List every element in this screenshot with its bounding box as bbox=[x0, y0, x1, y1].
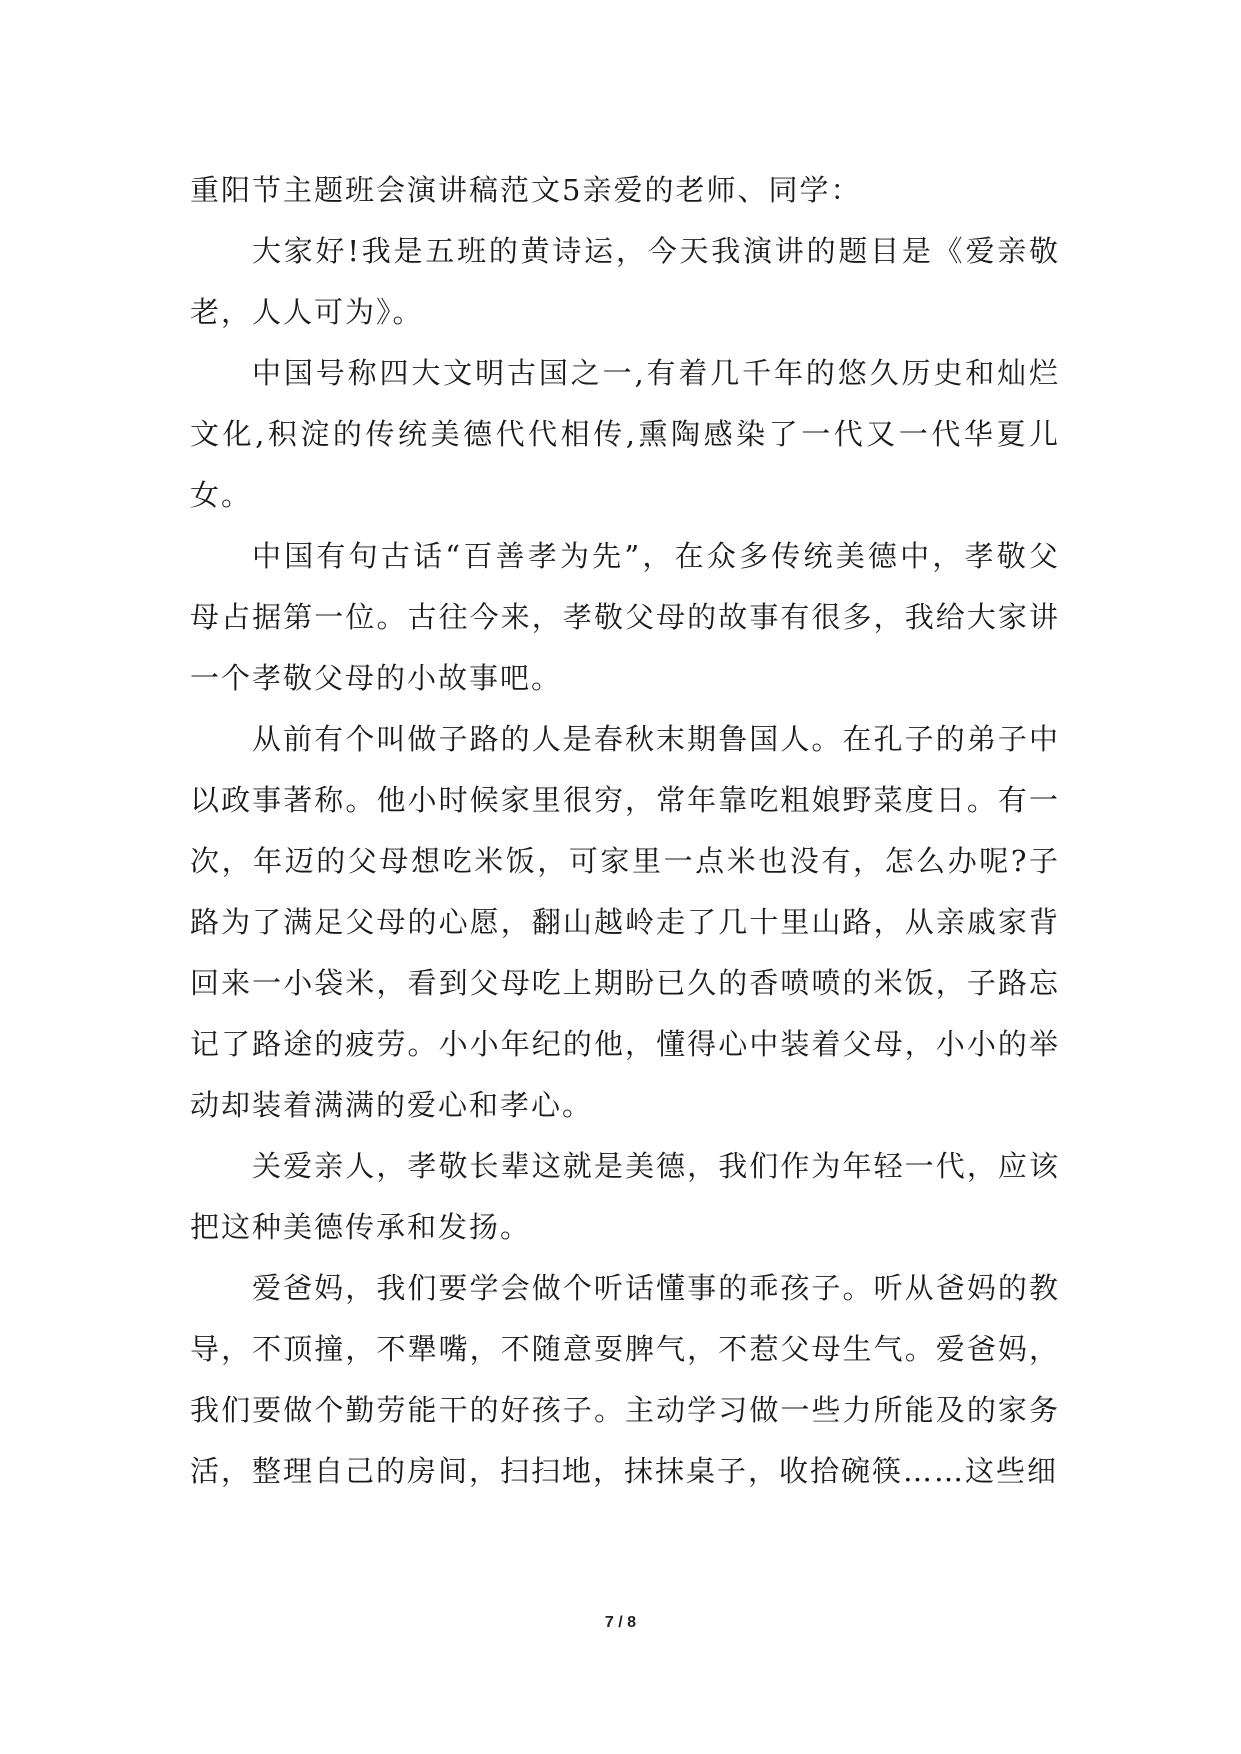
paragraph: 中国有句古话“百善孝为先”，在众多传统美德中，孝敬父母占据第一位。古往今来，孝敬父母的故事有很多，我给大家讲一个孝敬父母的小故事吧。 bbox=[190, 539, 1060, 695]
paragraph: 从前有个叫做子路的人是春秋末期鲁国人。在孔子的弟子中以政事著称。他小时候家里很穷，常年靠吃粗娘野菜度日。有一次，年迈的父母想吃米饭，可家里一点米也没有，怎么办呢?子路为了满足父母的心愿，翻山越岭走了几十里山路，从亲戚家背回来一小袋米，看到父母吃上期盼已久的香喷喷的米饭，子路忘记了路途的疲劳。小小年纪的他，懂得心中装着父母，小小的举动却装着满满的爱心和孝心。 bbox=[190, 722, 1060, 1122]
paragraph: 中国号称四大文明古国之一,有着几千年的悠久历史和灿烂文化,积淀的传统美德代代相传,熏陶感染了一代又一代华夏儿女。 bbox=[190, 356, 1060, 512]
paragraph: 关爱亲人，孝敬长辈这就是美德，我们作为年轻一代，应该把这种美德传承和发扬。 bbox=[190, 1149, 1060, 1244]
paragraph-heading: 重阳节主题班会演讲稿范文5亲爱的老师、同学： bbox=[190, 173, 862, 207]
page-number: 7 / 8 bbox=[604, 1614, 637, 1631]
document-body bbox=[190, 160, 1060, 1502]
paragraph: 爱爸妈，我们要学会做个听话懂事的乖孩子。听从爸妈的教导，不顶撞，不犟嘴，不随意耍脾气，不惹父母生气。爱爸妈，我们要做个勤劳能干的好孩子。主动学习做一些力所能及的家务活，整理自己的房间，扫扫地，抹抹桌子，收拾碗筷……这些细 bbox=[190, 1271, 1060, 1488]
paragraph: 大家好!我是五班的黄诗运，今天我演讲的题目是《爱亲敬老，人人可为》。 bbox=[190, 234, 1060, 329]
